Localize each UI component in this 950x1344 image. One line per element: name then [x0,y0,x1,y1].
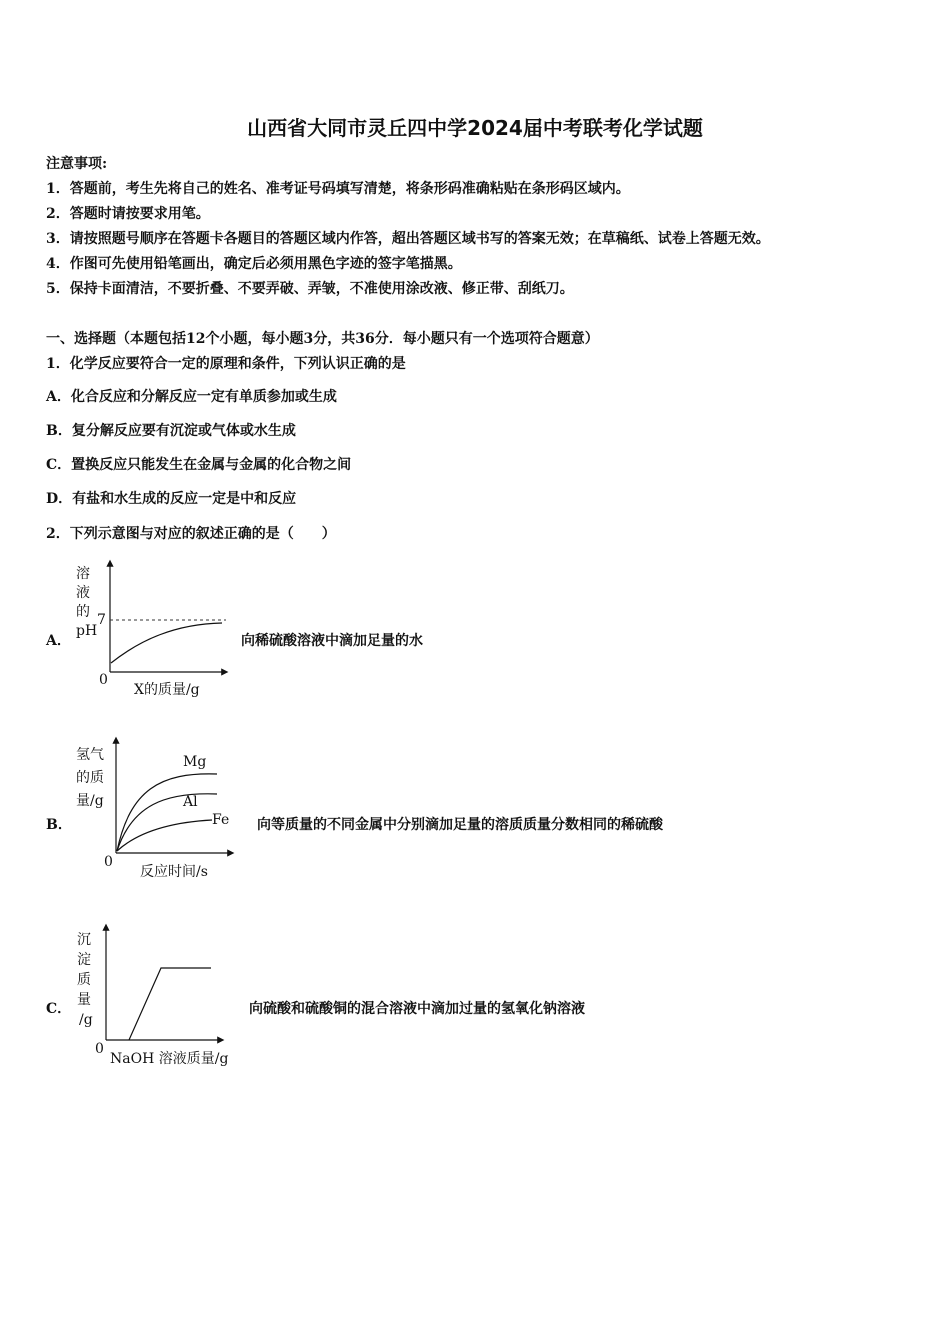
graph-c-origin: 0 [95,1041,104,1057]
graph-c-y-label-3: 质 [77,972,91,988]
question-1-option-b: B．复分解反应要有沉淀或气体或水生成 [46,423,296,439]
question-1-option-d: D．有盐和水生成的反应一定是中和反应 [46,491,297,507]
notice-item: 5．保持卡面清洁，不要折叠、不要弄破、弄皱，不准使用涂改液、修正带、刮纸刀。 [46,281,574,297]
question-1-stem: 1．化学反应要符合一定的原理和条件，下列认识正确的是 [46,356,406,372]
page-title: 山西省大同市灵丘四中学2024届中考联考化学试题 [247,116,703,140]
notice-heading: 注意事项: [46,156,108,172]
notice-item: 2．答题时请按要求用笔。 [46,206,210,222]
graph-c-x-label: NaOH 溶液质量/g [110,1051,229,1067]
option-c-desc: 向硫酸和硫酸铜的混合溶液中滴加过量的氢氧化钠溶液 [249,1001,585,1017]
graph-c-y-label-1: 沉 [77,932,91,948]
option-c-label: C． [46,1001,72,1017]
graph-a-origin: 0 [99,672,108,688]
graph-b-label-al: Al [183,794,198,810]
graph-a-y-label-2: 液 [76,585,90,601]
graph-c-curve [129,968,211,1040]
graph-a-y-label-3: 的 [76,604,90,620]
question-1-option-a: A．化合反应和分解反应一定有单质参加或生成 [46,389,337,405]
graph-c-y-label-4: 量 [77,992,91,1008]
graph-b-y-label-1: 氢气 [76,747,104,763]
question-1-option-c: C．置换反应只能发生在金属与金属的化合物之间 [46,457,352,473]
graph-b-label-mg: Mg [183,754,207,770]
option-a-desc: 向稀硫酸溶液中滴加足量的水 [241,633,423,649]
section-heading: 一、选择题（本题包括12个小题，每小题3分，共36分．每小题只有一个选项符合题意） [46,331,599,347]
graph-b-y-label-2: 的质 [76,770,104,786]
graph-a-tick-7: 7 [97,612,106,628]
graph-b-label-fe: Fe [212,812,230,828]
graph-a-x-label: X的质量/g [134,682,200,698]
notice-item: 1．答题前，考生先将自己的姓名、准考证号码填写清楚，将条形码准确粘贴在条形码区域内。 [46,181,630,197]
graph-b-x-label: 反应时间/s [140,864,208,880]
graph-a-y-label-1: 溶 [76,566,90,582]
graph-c-y-label-2: 淀 [77,952,91,968]
option-a-label: A． [46,633,71,649]
graph-b-y-label-3: 量/g [76,793,104,809]
notice-item: 4．作图可先使用铅笔画出，确定后必须用黑色字迹的签字笔描黑。 [46,256,462,272]
graph-b-origin: 0 [104,854,113,870]
question-2-stem: 2．下列示意图与对应的叙述正确的是（ ） [46,526,336,542]
graph-a-y-label-4: pH [76,623,98,639]
graph-c-y-label-5: /g [79,1012,93,1028]
option-b-label: B． [46,817,72,833]
option-b-desc: 向等质量的不同金属中分别滴加足量的溶质质量分数相同的稀硫酸 [257,817,663,833]
notice-item: 3．请按照题号顺序在答题卡各题目的答题区域内作答，超出答题区域书写的答案无效；在草稿纸、试卷上答题无效。 [46,231,770,247]
